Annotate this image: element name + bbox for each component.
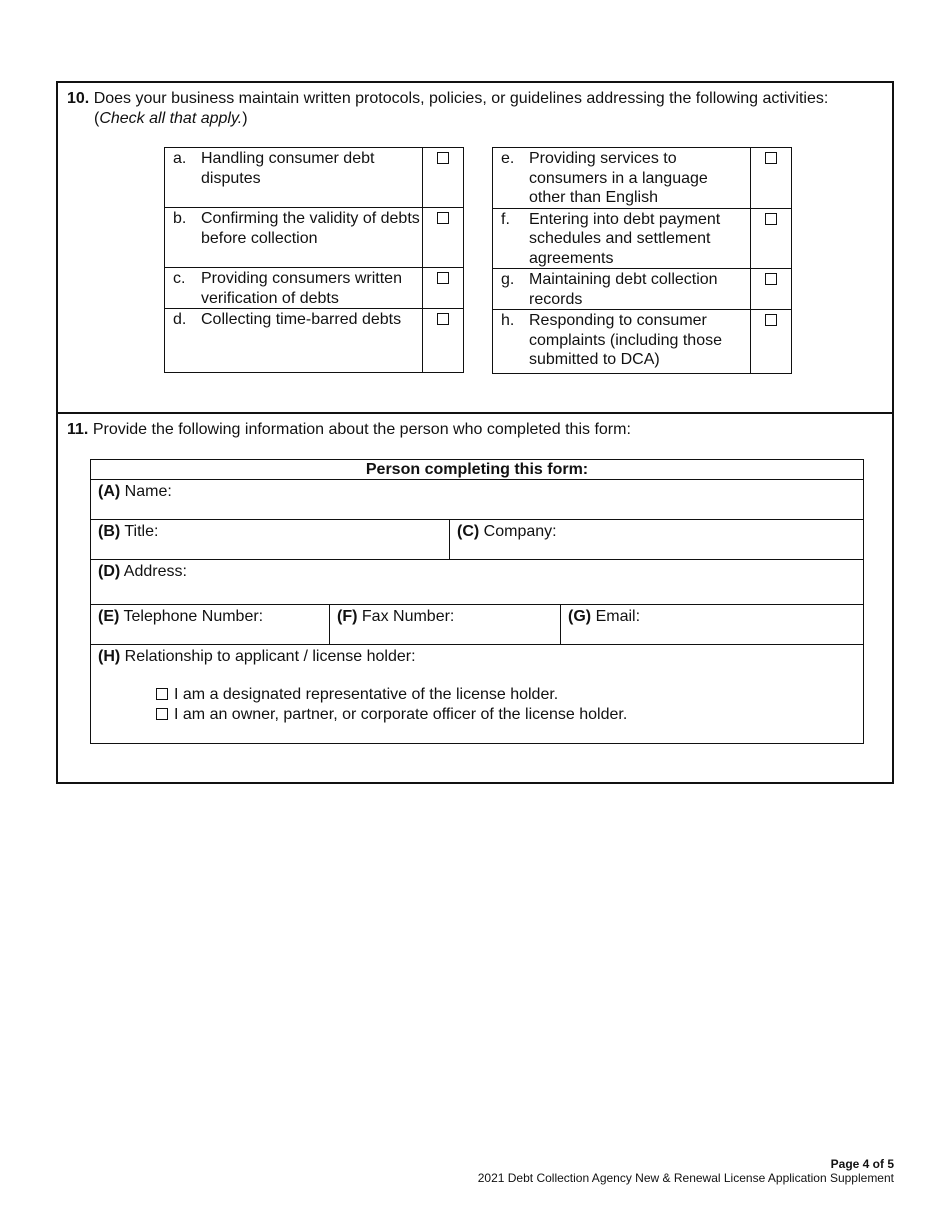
activity-label: Handling consumer debt disputes [201, 150, 375, 187]
telephone-tag: (E) [98, 608, 120, 625]
activity-label: Responding to consumer complaints (including those submitted to DCA) [529, 312, 722, 368]
activity-letter: e. [501, 150, 515, 167]
question-11-text: Provide the following information about the person who completed this form: [92, 421, 631, 438]
question-11-number: 11. [67, 421, 89, 438]
activity-row-f [493, 208, 792, 269]
activity-row-g [493, 269, 792, 310]
company-tag: (C) [457, 523, 480, 540]
activity-row-d [165, 309, 464, 373]
name-label: Name: [124, 483, 172, 500]
relationship-label: Relationship to applicant / license holder: [124, 648, 416, 665]
relationship-option-checkbox[interactable] [156, 688, 168, 700]
activity-row-h [493, 310, 792, 374]
title-tag: (B) [98, 523, 121, 540]
question-11 [67, 420, 631, 440]
question-10-text: Does your business maintain written protocols, policies, or guidelines addressing the following activities: [93, 90, 829, 107]
person-table-header: Person completing this form: [91, 460, 864, 480]
activity-label: Confirming the validity of debts before collection [201, 210, 420, 247]
activity-letter: b. [173, 210, 187, 227]
activities-table-right [492, 147, 792, 374]
page-footer [478, 1157, 894, 1185]
activity-d-checkbox[interactable] [437, 313, 449, 325]
activity-letter: f. [501, 210, 510, 228]
fax-field[interactable] [330, 605, 561, 645]
fax-label: Fax Number: [361, 608, 455, 625]
title-field[interactable] [91, 520, 450, 560]
question-10 [67, 89, 887, 129]
question-10-note-open: ( [94, 110, 100, 127]
name-tag: (A) [98, 483, 121, 500]
question-10-note-close: ) [242, 110, 248, 127]
relationship-tag: (H) [98, 648, 121, 665]
activity-row-c [165, 268, 464, 309]
activity-e-checkbox[interactable] [765, 152, 777, 164]
activity-h-checkbox[interactable] [765, 314, 777, 326]
activity-letter: g. [501, 271, 515, 288]
relationship-option-checkbox[interactable] [156, 708, 168, 720]
question-10-note: Check all that apply. [99, 110, 243, 127]
document-title: 2021 Debt Collection Agency New & Renewal License Application Supplement [477, 1171, 894, 1185]
activity-label: Maintaining debt collection records [529, 271, 718, 308]
activity-c-checkbox[interactable] [437, 272, 449, 284]
address-label: Address: [123, 563, 187, 580]
telephone-field[interactable] [91, 605, 330, 645]
company-field[interactable] [450, 520, 864, 560]
name-field[interactable] [91, 480, 864, 520]
activity-b-checkbox[interactable] [437, 212, 449, 224]
email-label: Email: [595, 608, 641, 625]
title-label: Title: [124, 523, 159, 540]
activity-letter: c. [173, 270, 186, 287]
address-tag: (D) [98, 563, 121, 580]
fax-tag: (F) [337, 608, 358, 625]
email-field[interactable] [561, 605, 864, 645]
activity-f-checkbox[interactable] [765, 213, 777, 225]
relationship-option-label: I am a designated representative of the license holder. [174, 686, 559, 703]
relationship-option-label: I am an owner, partner, or corporate officer of the license holder. [174, 706, 628, 723]
person-completing-form-table [90, 459, 864, 744]
activity-row-a [165, 148, 464, 208]
email-tag: (G) [568, 608, 592, 625]
form-section-frame [56, 81, 894, 784]
activity-g-checkbox[interactable] [765, 273, 777, 285]
activity-row-e [493, 148, 792, 209]
activity-a-checkbox[interactable] [437, 152, 449, 164]
activity-label: Entering into debt payment schedules and settlement agreements [529, 210, 721, 267]
activity-label: Providing consumers written verification of debts [201, 270, 402, 307]
relationship-field [91, 645, 864, 744]
relationship-option[interactable] [98, 705, 856, 725]
activity-letter: d. [173, 311, 187, 328]
activity-label: Providing services to consumers in a language other than English [529, 150, 708, 206]
question-10-number: 10. [67, 90, 90, 107]
telephone-label: Telephone Number: [123, 608, 264, 625]
activity-letter: h. [501, 312, 515, 329]
company-label: Company: [483, 523, 557, 540]
section-divider [58, 412, 892, 414]
activity-row-b [165, 208, 464, 268]
activities-table-left [164, 147, 464, 373]
address-field[interactable] [91, 560, 864, 605]
activity-label: Collecting time-barred debts [201, 311, 402, 328]
relationship-option[interactable] [98, 685, 856, 705]
page-number: Page 4 of 5 [830, 1157, 894, 1171]
activity-letter: a. [173, 150, 187, 167]
